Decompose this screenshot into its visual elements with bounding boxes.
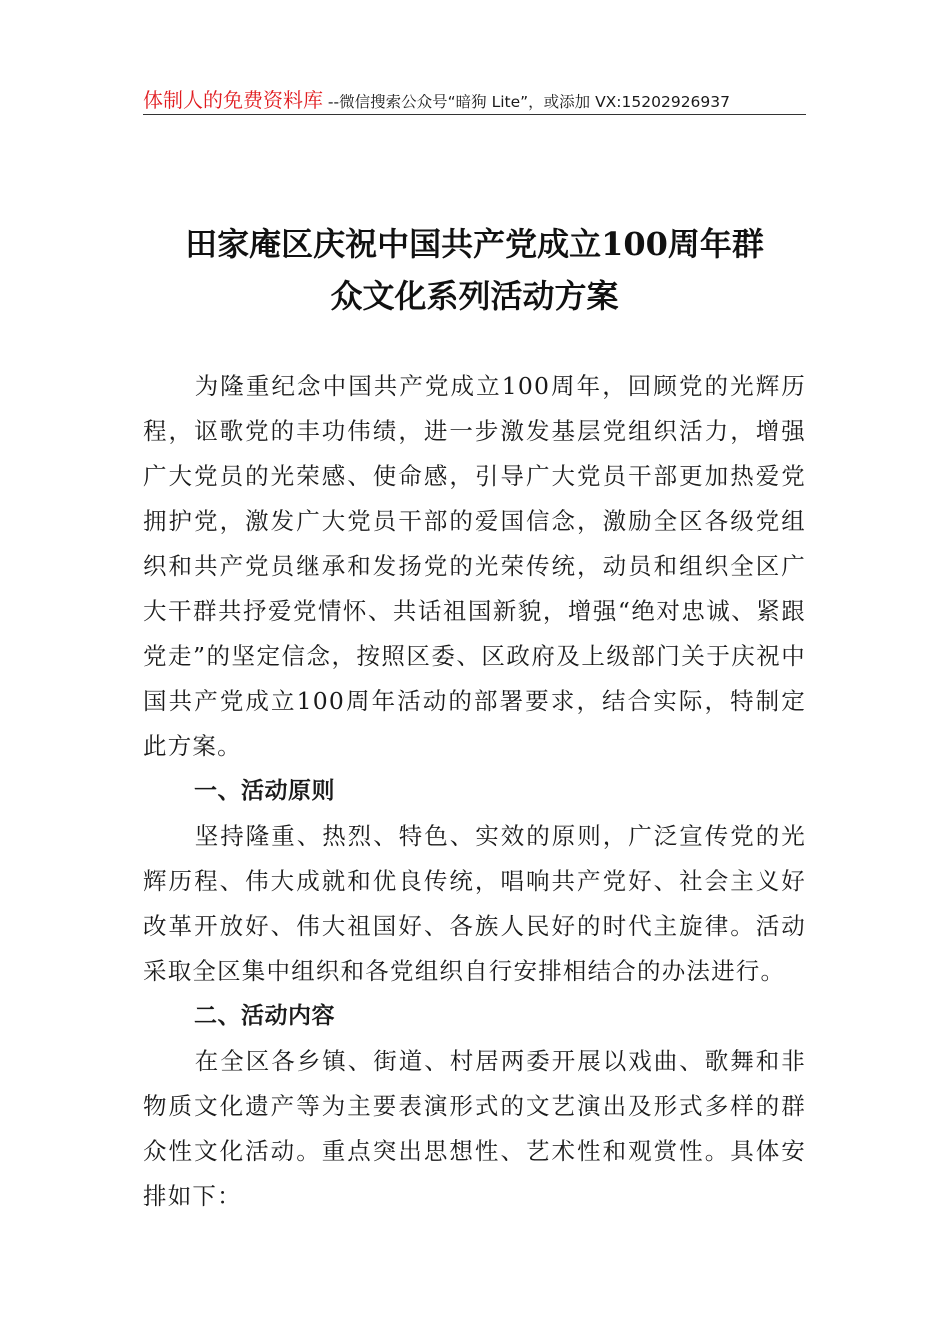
- page-header: [143, 84, 806, 115]
- document-title: [143, 218, 806, 322]
- title-line-2: 众文化系列活动方案: [330, 277, 619, 315]
- intro-paragraph: 为隆重纪念中国共产党成立100周年，回顾党的光辉历程，讴歌党的丰功伟绩，进一步激发基层党组织活力，增强广大党员的光荣感、使命感，引导广大党员干部更加热爱党拥护党，激发广大党员干部的爱国信念，激励全区各级党组织和共产党员继承和发扬党的光荣传统，动员和组织全区广大干群共抒爱党情怀、共话祖国新貌，增强“绝对忠诚、紧跟党走”的坚定信念，按照区委、区政府及上级部门关于庆祝中国共产党成立100周年活动的部署要求，结合实际，特制定此方案。: [143, 372, 806, 760]
- section-2-heading: 二、活动内容: [194, 1003, 335, 1029]
- document-body: [143, 364, 806, 1219]
- section-1-heading: 一、活动原则: [194, 778, 335, 804]
- header-contact-note: --微信搜索公众号“暗狗 Lite”，或添加 VX:15202926937: [323, 93, 731, 111]
- section-2-paragraph: 在全区各乡镇、街道、村居两委开展以戏曲、歌舞和非物质文化遗产等为主要表演形式的文艺演出及形式多样的群众性文化活动。重点突出思想性、艺术性和观赏性。具体安排如下：: [143, 1047, 806, 1210]
- header-brand: 体制人的免费资料库: [143, 88, 323, 112]
- section-1-paragraph: 坚持隆重、热烈、特色、实效的原则，广泛宣传党的光辉历程、伟大成就和优良传统，唱响共产党好、社会主义好改革开放好、伟大祖国好、各族人民好的时代主旋律。活动采取全区集中组织和各党组织自行安排相结合的办法进行。: [143, 822, 806, 985]
- title-line-1: 田家庵区庆祝中国共产党成立100周年群: [185, 225, 764, 263]
